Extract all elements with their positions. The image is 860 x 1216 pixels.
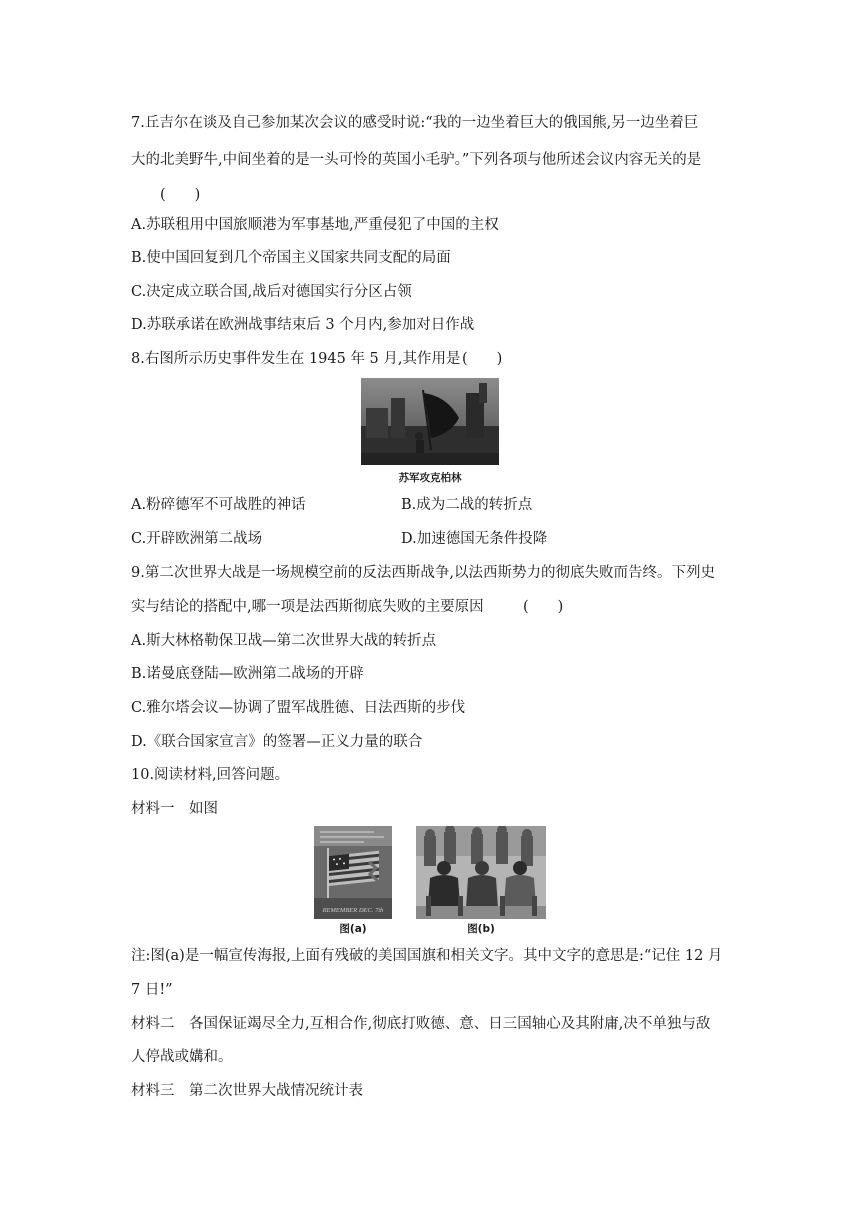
q10-material2-line1: 材料二 各国保证竭尽全力,互相合作,彻底打败德、意、日三国轴心及其附庸,决不单独与敌: [131, 1016, 711, 1032]
q9-option-c: C.雅尔塔会议—协调了盟军战胜德、日法西斯的步伐: [131, 700, 466, 716]
fig-b-caption: 图(b): [467, 923, 495, 935]
q10-material3-label: 材料三 第二次世界大战情况统计表: [131, 1083, 363, 1099]
q7-stem-line2: 大的北美野牛,中间坐着的是一头可怜的英国小毛驴。”下列各项与他所述会议内容无关的是: [131, 152, 702, 168]
q7-option-c: C.决定成立联合国,战后对德国实行分区占领: [131, 284, 412, 300]
berlin-photo: [361, 378, 499, 465]
q10-material1-label: 材料一 如图: [131, 801, 218, 817]
q7-option-d: D.苏联承诺在欧洲战事结束后 3 个月内,参加对日作战: [131, 317, 475, 333]
q8-option-d: D.加速德国无条件投降: [401, 531, 548, 547]
q8-option-b: B.成为二战的转折点: [401, 497, 533, 513]
q9-option-d: D.《联合国家宣言》的签署—正义力量的联合: [131, 734, 423, 750]
q9-option-b: B.诺曼底登陆—欧洲第二战场的开辟: [131, 666, 364, 682]
yalta-photo: [416, 826, 546, 919]
q9-answer-paren: ( ): [523, 599, 564, 615]
q7-stem-line1: 7.丘吉尔在谈及自己参加某次会议的感受时说:“我的一边坐着巨大的俄国熊,另一边坐着巨: [131, 115, 699, 131]
q10-note-line1: 注:图(a)是一幅宣传海报,上面有残破的美国国旗和相关文字。其中文字的意思是:“记住 12 月: [131, 948, 723, 964]
q10-stem: 10.阅读材料,回答问题。: [131, 767, 290, 783]
fig-a-caption: 图(a): [339, 923, 367, 935]
poster-image: [314, 826, 392, 919]
q8-answer-paren: ( ): [462, 351, 503, 367]
q9-option-a: A.斯大林格勒保卫战—第二次世界大战的转折点: [131, 633, 437, 649]
berlin-photo-caption: 苏军攻克柏林: [398, 472, 462, 484]
q8-option-a: A.粉碎德军不可战胜的神话: [131, 497, 306, 513]
q9-stem-line2: 实与结论的搭配中,哪一项是法西斯彻底失败的主要原因: [131, 599, 484, 615]
poster-caption-text: REMEMBER DEC. 7th: [322, 907, 384, 914]
q7-option-b: B.使中国回复到几个帝国主义国家共同支配的局面: [131, 250, 451, 266]
q10-material2-line2: 人停战或媾和。: [131, 1049, 233, 1065]
q8-stem: 8.右图所示历史事件发生在 1945 年 5 月,其作用是: [131, 351, 461, 367]
q9-stem-line1: 9.第二次世界大战是一场规模空前的反法西斯战争,以法西斯势力的彻底失败而告终。下列史: [131, 565, 715, 581]
q7-option-a: A.苏联租用中国旅顺港为军事基地,严重侵犯了中国的主权: [131, 217, 499, 233]
q8-option-c: C.开辟欧洲第二战场: [131, 531, 263, 547]
q10-note-line2: 7 日!”: [131, 982, 173, 998]
q7-answer-paren: ( ): [160, 187, 201, 203]
